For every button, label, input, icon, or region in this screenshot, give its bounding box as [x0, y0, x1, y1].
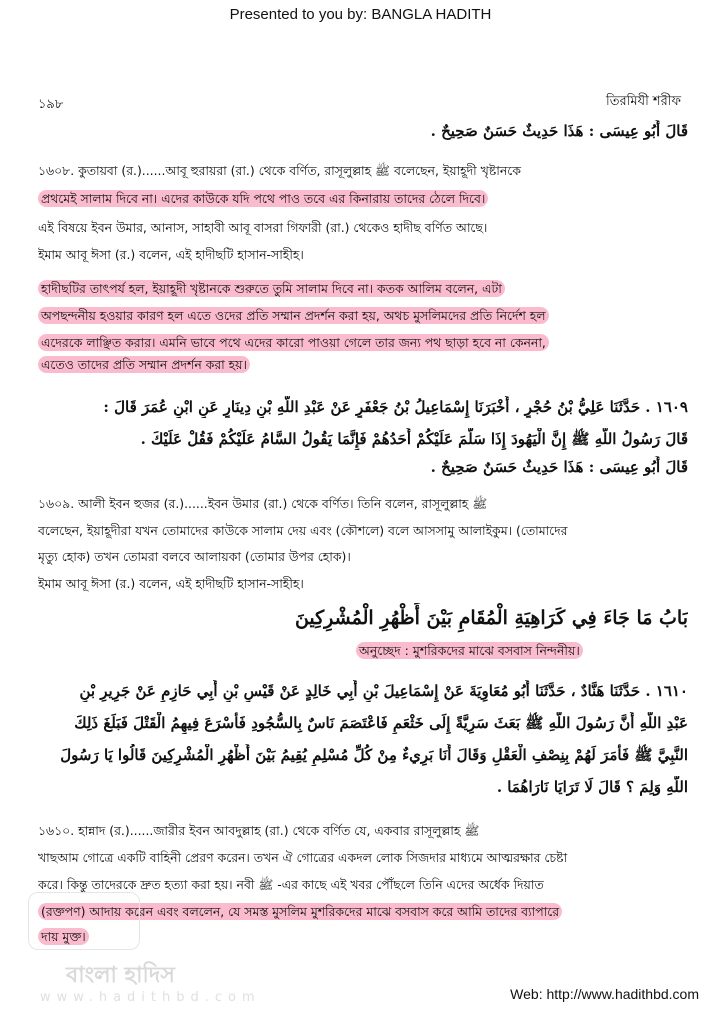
presenter-header: Presented to you by: BANGLA HADITH: [229, 6, 492, 23]
commentary-line: [38, 332, 688, 354]
arabic-grade-line: قَالَ أَبُو عِيسَى : هَذَا حَدِيثٌ حَسَنٌ صَحِيحٌ .: [430, 122, 688, 140]
hadith-1608-line: [38, 188, 688, 210]
arabic-grade-line: قَالَ أَبُو عِيسَى : هَذَا حَدِيثٌ حَسَنٌ صَحِيحٌ .: [430, 458, 688, 476]
highlighted-text: হাদীছটির তাৎপর্য হল, ইয়াহূদী খৃষ্টানকে শুরুতে তুমি সালাম দিবে না। কতক আলিম বলেন, এটা: [38, 280, 505, 297]
hadith-1609-line: বলেছেন, ইয়াহূদীরা যখন তোমাদের কাউকে সালাম দেয় এবং (কৌশলে) বলে আসসামু আলাইকুম। (তোমাদের: [38, 523, 568, 538]
page-number: ১৯৮: [38, 97, 64, 112]
highlighted-text: প্রথমেই সালাম দিবে না। এদের কাউকে যদি পথে পাও তবে এর কিনারায় তাদের ঠেলে দিবে।: [38, 190, 488, 207]
narration-note: এই বিষয়ে ইবন উমার, আনাস, সাহাবী আবূ বাসরা গিফারী (রা.) থেকেও হাদীছ বর্ণিত আছে।: [38, 220, 488, 235]
commentary-line: [38, 278, 688, 300]
book-title: তিরমিযী শরীফ: [606, 94, 681, 109]
highlighted-text: এতেও তাদের প্রতি সম্মান প্রদর্শন করা হয়।: [38, 356, 250, 373]
hadith-1608-line: ১৬০৮. কুতায়বা (র.)......আবূ হুরায়রা (রা.) থেকে বর্ণিত, রাসূলুল্লাহ ﷺ বলেছেন, ইয়াহূদী খৃষ্টানকে: [38, 163, 521, 178]
hadith-1610-line: করে। কিন্তু তাদেরকে দ্রুত হত্যা করা হয়। নবী ﷺ -এর কাছে এই খবর পৌঁছলে তিনি এদের অর্ধেক দিয়াত: [38, 877, 544, 892]
hadith-1609-line: ১৬০৯. আলী ইবন হুজর (র.)......ইবন উমার (রা.) থেকে বর্ণিত। তিনি বলেন, রাসূলুল্লাহ ﷺ: [38, 496, 488, 511]
commentary-line: [38, 354, 688, 376]
hadith-1610-line: খাছআম গোত্রে একটি বাহিনী প্রেরণ করেন। তখন ঐ গোত্রের একদল লোক সিজদার মাধ্যমে আত্মরক্ষার চেষ্টা: [38, 850, 568, 865]
highlighted-text: অপছন্দনীয় হওয়ার কারণ হল এতে ওদের প্রতি সম্মান প্রদর্শন করা হয়, অথচ মুসলিমদের প্রতি নির্দেশ হল: [38, 307, 549, 324]
watermark-logo-icon: [28, 892, 140, 950]
arabic-hadith-1609: قَالَ رَسُولُ اللَّهِ ﷺ إِنَّ الْيَهُودَ إِذَا سَلَّمَ عَلَيْكُمْ أَحَدُهُمْ فَإِنَّمَا يَقُولُ السَّامُ عَلَيْكُمْ فَقُلْ عَلَيْكَ .: [140, 430, 688, 448]
arabic-hadith-1610: عَبْدِ اللَّهِ أَنَّ رَسُولَ اللَّهِ ﷺ بَعَثَ سَرِيَّةً إِلَى خَثْعَمٍ فَاعْتَصَمَ نَاسٌ بِالسُّجُودِ فَأَسْرَعَ فِيهِمُ الْقَتْلَ فَبَلَغَ ذَلِكَ: [74, 714, 688, 732]
web-footer: Web: http://www.hadithbd.com: [510, 986, 699, 1002]
watermark-text: বাংলা হাদিস: [66, 963, 175, 988]
commentary-line: [38, 305, 688, 327]
arabic-hadith-1610: النَّبِيَّ ﷺ فَأَمَرَ لَهُمْ بِنِصْفِ الْعَقْلِ وَقَالَ أَنَا بَرِيءٌ مِنْ كُلِّ مُسْلِمٍ يُقِيمُ بَيْنَ أَظْهُرِ الْمُشْرِكِينَ قَالُوا يَا رَسُولَ: [60, 746, 688, 764]
arabic-hadith-1610: اللَّهِ وَلِمَ ؟ قَالَ لَا تَرَايَا نَارَاهُمَا .: [496, 778, 688, 796]
hadith-1610-line: ১৬১০. হান্নাদ (র.)......জারীর ইবন আবদুল্লাহ (রা.) থেকে বর্ণিত যে, একবার রাসূলুল্লাহ ﷺ: [38, 823, 480, 838]
arabic-hadith-1610: ١٦١٠ . حَدَّثَنَا هَنَّادٌ ، حَدَّثَنَا أَبُو مُعَاوِيَةَ عَنْ إِسْمَاعِيلَ بْنِ أَبِي خَالِدٍ عَنْ قَيْسِ بْنِ أَبِي حَازِمٍ عَنْ جَرِيرِ بْنِ: [79, 682, 688, 700]
imam-grade-line: ইমাম আবূ ঈসা (র.) বলেন, এই হাদীছটি হাসান-সাহীহ।: [38, 576, 304, 591]
hadith-1609-line: মৃত্যু হোক) তখন তোমরা বলবে আলায়কা (তোমার উপর হোক)।: [38, 549, 351, 564]
highlighted-text: অনুচ্ছেদ : মুশরিকদের মাঝে বসবাস নিন্দনীয়।: [356, 642, 583, 659]
arabic-hadith-1609: ١٦٠٩ . حَدَّثَنَا عَلِيُّ بْنُ حُجْرٍ ، أَخْبَرَنَا إِسْمَاعِيلُ بْنُ جَعْفَرٍ عَنْ عَبْدِ اللَّهِ بْنِ دِينَارٍ عَنِ ابْنِ عُمَرَ قَالَ :: [103, 398, 688, 416]
arabic-chapter-title: بَابُ مَا جَاءَ فِي كَرَاهِيَةِ الْمُقَامِ بَيْنَ أَظْهُرِ الْمُشْرِكِينَ: [294, 607, 688, 629]
highlighted-text: দায় মুক্ত।: [38, 928, 89, 945]
watermark-url: www.hadithbd.com: [40, 990, 261, 1005]
imam-grade-line: ইমাম আবূ ঈসা (র.) বলেন, এই হাদীছটি হাসান-সাহীহ।: [38, 247, 304, 262]
highlighted-text: এদেরকে লাঞ্ছিত করার। এমনি ভাবে পথে এদের কারো পাওয়া গেলে তার জন্য পথ ছাড়া হবে না কেননা,: [38, 334, 549, 351]
chapter-heading: [356, 640, 583, 662]
highlighted-text: (রক্তপণ) আদায় করেন এবং বললেন, যে সমস্ত মুসলিম মুশরিকদের মাঝে বসবাস করে আমি তাদের ব্যাপারে: [38, 903, 562, 920]
